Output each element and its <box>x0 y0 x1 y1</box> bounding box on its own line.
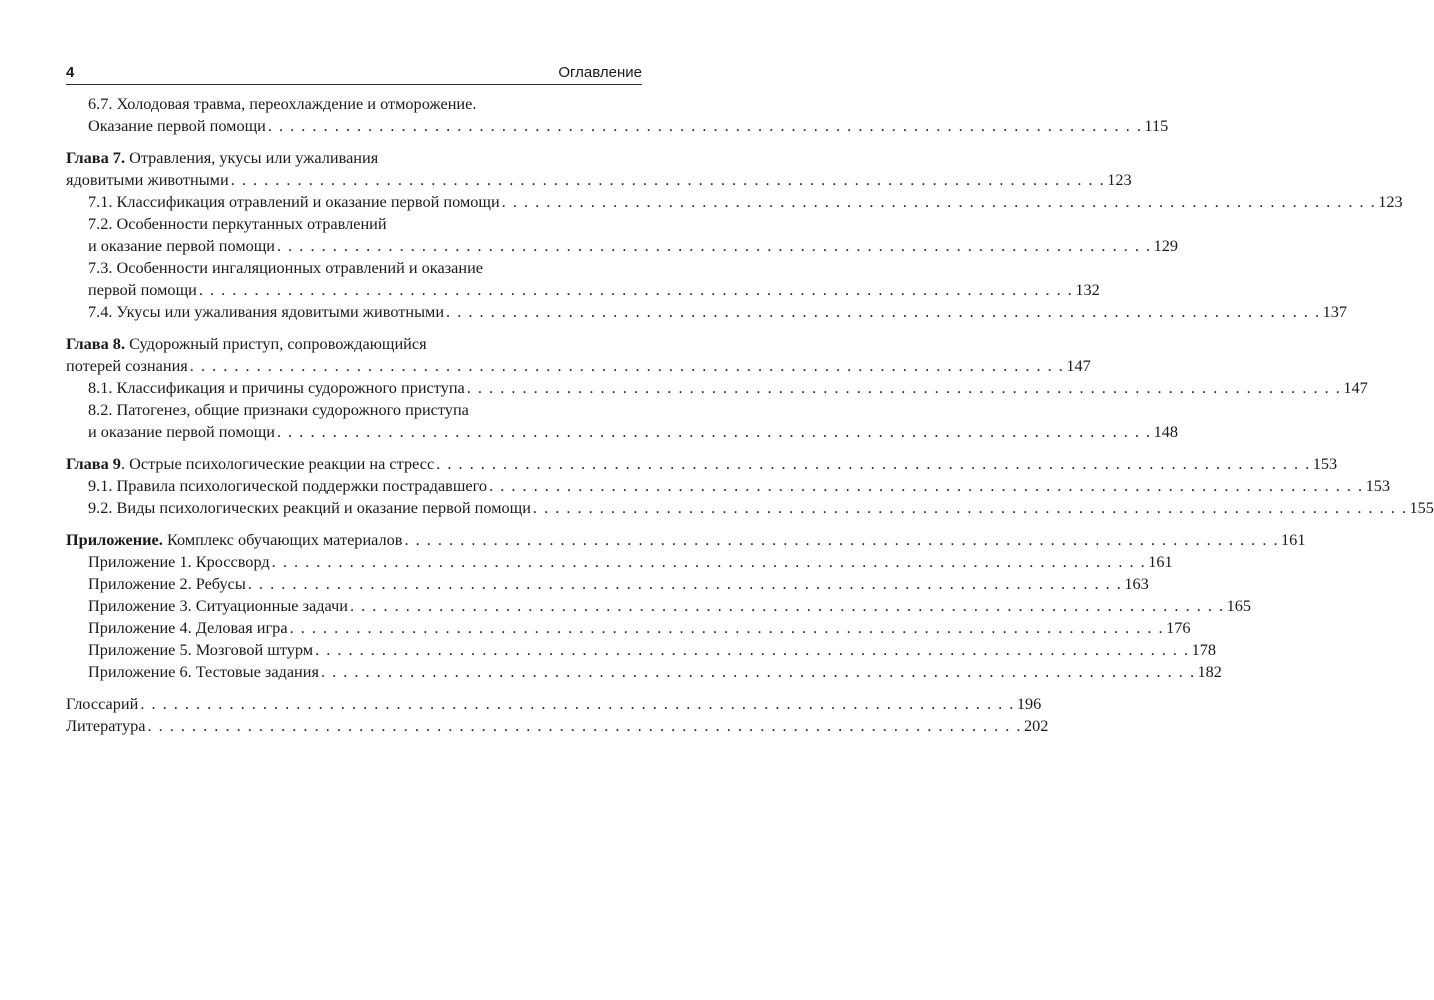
page-ref: 161 <box>1148 552 1173 571</box>
dot-leader: . . . . . . . . . . . . . . . . . . . . . . . . . . . . . . . . . . . . . . . . . . . . . . . . . . . . . . . . . . . . . . . . . . . . . . . . . . . . . . . <box>277 236 1152 255</box>
toc-entry-7-3-line1: 7.3. Особенности ингаляционных отравлений и оказание <box>88 258 484 277</box>
page-ref: 148 <box>1153 422 1178 441</box>
toc-appendix[interactable]: Приложение. Комплекс обучающих материалов . . . . . . . . . . . . . . . . . . . . . . . . . . . . . . . . . . . . . . . . . . . . . . . . . . . . . . . . . . . . . . . . . . . . . . . . . . . . . . . 161 <box>66 530 1306 549</box>
toc-literature[interactable]: Литература . . . . . . . . . . . . . . . . . . . . . . . . . . . . . . . . . . . . . . . . . . . . . . . . . . . . . . . . . . . . . . . . . . . . . . . . . . . . . . . 202 <box>66 716 1049 735</box>
toc-entry-7-3[interactable]: первой помощи . . . . . . . . . . . . . . . . . . . . . . . . . . . . . . . . . . . . . . . . . . . . . . . . . . . . . . . . . . . . . . . . . . . . . . . . . . . . . . . 132 <box>88 280 1100 299</box>
toc-appendix-4[interactable]: Приложение 4. Деловая игра . . . . . . . . . . . . . . . . . . . . . . . . . . . . . . . . . . . . . . . . . . . . . . . . . . . . . . . . . . . . . . . . . . . . . . . . . . . . . . . 176 <box>88 618 1191 637</box>
toc-entry-8-2[interactable]: и оказание первой помощи . . . . . . . . . . . . . . . . . . . . . . . . . . . . . . . . . . . . . . . . . . . . . . . . . . . . . . . . . . . . . . . . . . . . . . . . . . . . . . . 148 <box>88 422 1178 441</box>
dot-leader: . . . . . . . . . . . . . . . . . . . . . . . . . . . . . . . . . . . . . . . . . . . . . . . . . . . . . . . . . . . . . . . . . . . . . . . . . . . . . . . <box>271 552 1147 571</box>
chapter-label: Глава 9 <box>66 454 121 473</box>
toc-entry-6-7[interactable]: Оказание первой помощи . . . . . . . . . . . . . . . . . . . . . . . . . . . . . . . . . . . . . . . . . . . . . . . . . . . . . . . . . . . . . . . . . . . . . . . . . . . . . . . 115 <box>88 116 1169 135</box>
toc-entry-7-4[interactable]: 7.4. Укусы или ужаливания ядовитыми животными . . . . . . . . . . . . . . . . . . . . . . . . . . . . . . . . . . . . . . . . . . . . . . . . . . . . . . . . . . . . . . . . . . . . . . . . . . . . . . . 137 <box>88 302 1348 321</box>
toc-entry-7-1[interactable]: 7.1. Классификация отравлений и оказание первой помощи . . . . . . . . . . . . . . . . . . . . . . . . . . . . . . . . . . . . . . . . . . . . . . . . . . . . . . . . . . . . . . . . . . . . . . . . . . . . . . . 123 <box>88 192 1403 211</box>
page-ref: 137 <box>1322 302 1348 321</box>
dot-leader: . . . . . . . . . . . . . . . . . . . . . . . . . . . . . . . . . . . . . . . . . . . . . . . . . . . . . . . . . . . . . . . . . . . . . . . . . . . . . . . <box>247 574 1123 593</box>
dot-leader: . . . . . . . . . . . . . . . . . . . . . . . . . . . . . . . . . . . . . . . . . . . . . . . . . . . . . . . . . . . . . . . . . . . . . . . . . . . . . . . <box>140 694 1015 713</box>
page-ref: 147 <box>1343 378 1368 397</box>
toc-appendix-5[interactable]: Приложение 5. Мозговой штурм . . . . . . . . . . . . . . . . . . . . . . . . . . . . . . . . . . . . . . . . . . . . . . . . . . . . . . . . . . . . . . . . . . . . . . . . . . . . . . . 178 <box>88 640 1217 659</box>
dot-leader: . . . . . . . . . . . . . . . . . . . . . . . . . . . . . . . . . . . . . . . . . . . . . . . . . . . . . . . . . . . . . . . . . . . . . . . . . . . . . . . <box>267 116 1143 135</box>
page-ref: 123 <box>1378 192 1403 211</box>
page-ref: 132 <box>1075 280 1100 299</box>
page-number: 4 <box>66 64 75 81</box>
toc-appendix-1[interactable]: Приложение 1. Кроссворд . . . . . . . . . . . . . . . . . . . . . . . . . . . . . . . . . . . . . . . . . . . . . . . . . . . . . . . . . . . . . . . . . . . . . . . . . . . . . . . 161 <box>88 552 1173 571</box>
page-ref: 115 <box>1144 116 1169 135</box>
dot-leader: . . . . . . . . . . . . . . . . . . . . . . . . . . . . . . . . . . . . . . . . . . . . . . . . . . . . . . . . . . . . . . . . . . . . . . . . . . . . . . . <box>446 302 1321 321</box>
appendix-label: Приложение. <box>66 530 163 549</box>
dot-leader: . . . . . . . . . . . . . . . . . . . . . . . . . . . . . . . . . . . . . . . . . . . . . . . . . . . . . . . . . . . . . . . . . . . . . . . . . . . . . . . <box>532 498 1408 517</box>
toc-appendix-6[interactable]: Приложение 6. Тестовые задания . . . . . . . . . . . . . . . . . . . . . . . . . . . . . . . . . . . . . . . . . . . . . . . . . . . . . . . . . . . . . . . . . . . . . . . . . . . . . . . 182 <box>88 662 1222 681</box>
page-ref: 147 <box>1066 356 1091 375</box>
toc-entry-7-2-line1: 7.2. Особенности перкутанных отравлений <box>88 214 387 233</box>
page-ref: 182 <box>1197 662 1222 681</box>
dot-leader: . . . . . . . . . . . . . . . . . . . . . . . . . . . . . . . . . . . . . . . . . . . . . . . . . . . . . . . . . . . . . . . . . . . . . . . . . . . . . . . <box>189 356 1065 375</box>
page-ref: 202 <box>1024 716 1049 735</box>
toc-entry-8-2-line1: 8.2. Патогенез, общие признаки судорожного приступа <box>88 400 469 419</box>
dot-leader: . . . . . . . . . . . . . . . . . . . . . . . . . . . . . . . . . . . . . . . . . . . . . . . . . . . . . . . . . . . . . . . . . . . . . . . . . . . . . . . <box>404 530 1280 549</box>
toc-entry-9-2[interactable]: 9.2. Виды психологических реакций и оказание первой помощи . . . . . . . . . . . . . . . . . . . . . . . . . . . . . . . . . . . . . . . . . . . . . . . . . . . . . . . . . . . . . . . . . . . . . . . . . . . . . . . 155 <box>88 498 1434 517</box>
dot-leader: . . . . . . . . . . . . . . . . . . . . . . . . . . . . . . . . . . . . . . . . . . . . . . . . . . . . . . . . . . . . . . . . . . . . . . . . . . . . . . . <box>466 378 1342 397</box>
dot-leader: . . . . . . . . . . . . . . . . . . . . . . . . . . . . . . . . . . . . . . . . . . . . . . . . . . . . . . . . . . . . . . . . . . . . . . . . . . . . . . . <box>147 716 1022 735</box>
dot-leader: . . . . . . . . . . . . . . . . . . . . . . . . . . . . . . . . . . . . . . . . . . . . . . . . . . . . . . . . . . . . . . . . . . . . . . . . . . . . . . . <box>489 476 1364 495</box>
page-ref: 178 <box>1191 640 1217 659</box>
header-title: Оглавление <box>558 64 642 81</box>
page-ref: 161 <box>1281 530 1306 549</box>
table-of-contents <box>66 93 1434 737</box>
toc-chapter-9[interactable]: Глава 9. Острые психологические реакции на стресс . . . . . . . . . . . . . . . . . . . . . . . . . . . . . . . . . . . . . . . . . . . . . . . . . . . . . . . . . . . . . . . . . . . . . . . . . . . . . . . 153 <box>66 454 1338 473</box>
dot-leader: . . . . . . . . . . . . . . . . . . . . . . . . . . . . . . . . . . . . . . . . . . . . . . . . . . . . . . . . . . . . . . . . . . . . . . . . . . . . . . . <box>315 640 1190 659</box>
dot-leader: . . . . . . . . . . . . . . . . . . . . . . . . . . . . . . . . . . . . . . . . . . . . . . . . . . . . . . . . . . . . . . . . . . . . . . . . . . . . . . . <box>289 618 1165 637</box>
dot-leader: . . . . . . . . . . . . . . . . . . . . . . . . . . . . . . . . . . . . . . . . . . . . . . . . . . . . . . . . . . . . . . . . . . . . . . . . . . . . . . . <box>198 280 1074 299</box>
toc-entry-8-1[interactable]: 8.1. Классификация и причины судорожного приступа . . . . . . . . . . . . . . . . . . . . . . . . . . . . . . . . . . . . . . . . . . . . . . . . . . . . . . . . . . . . . . . . . . . . . . . . . . . . . . . 147 <box>88 378 1368 397</box>
dot-leader: . . . . . . . . . . . . . . . . . . . . . . . . . . . . . . . . . . . . . . . . . . . . . . . . . . . . . . . . . . . . . . . . . . . . . . . . . . . . . . . <box>277 422 1152 441</box>
page-ref: 153 <box>1312 454 1338 473</box>
page-ref: 163 <box>1124 574 1149 593</box>
page-ref: 129 <box>1153 236 1178 255</box>
page-ref: 123 <box>1107 170 1132 189</box>
chapter-label: Глава 7. <box>66 148 126 167</box>
toc-appendix-2[interactable]: Приложение 2. Ребусы . . . . . . . . . . . . . . . . . . . . . . . . . . . . . . . . . . . . . . . . . . . . . . . . . . . . . . . . . . . . . . . . . . . . . . . . . . . . . . . 163 <box>88 574 1149 593</box>
page-ref: 155 <box>1409 498 1434 517</box>
page-ref: 176 <box>1166 618 1191 637</box>
running-header <box>66 62 642 85</box>
toc-chapter-8[interactable]: потерей сознания . . . . . . . . . . . . . . . . . . . . . . . . . . . . . . . . . . . . . . . . . . . . . . . . . . . . . . . . . . . . . . . . . . . . . . . . . . . . . . . 147 <box>66 356 1091 375</box>
toc-appendix-3[interactable]: Приложение 3. Ситуационные задачи . . . . . . . . . . . . . . . . . . . . . . . . . . . . . . . . . . . . . . . . . . . . . . . . . . . . . . . . . . . . . . . . . . . . . . . . . . . . . . . 165 <box>88 596 1251 615</box>
toc-chapter-7-line1: Глава 7. Отравления, укусы или ужаливания <box>66 148 379 167</box>
toc-glossary[interactable]: Глоссарий . . . . . . . . . . . . . . . . . . . . . . . . . . . . . . . . . . . . . . . . . . . . . . . . . . . . . . . . . . . . . . . . . . . . . . . . . . . . . . . 196 <box>66 694 1042 713</box>
dot-leader: . . . . . . . . . . . . . . . . . . . . . . . . . . . . . . . . . . . . . . . . . . . . . . . . . . . . . . . . . . . . . . . . . . . . . . . . . . . . . . . <box>320 662 1196 681</box>
toc-entry-6-7-line1: 6.7. Холодовая травма, переохлаждение и отморожение. <box>88 94 477 113</box>
dot-leader: . . . . . . . . . . . . . . . . . . . . . . . . . . . . . . . . . . . . . . . . . . . . . . . . . . . . . . . . . . . . . . . . . . . . . . . . . . . . . . . <box>350 596 1225 615</box>
toc-entry-9-1[interactable]: 9.1. Правила психологической поддержки пострадавшего . . . . . . . . . . . . . . . . . . . . . . . . . . . . . . . . . . . . . . . . . . . . . . . . . . . . . . . . . . . . . . . . . . . . . . . . . . . . . . . 153 <box>88 476 1391 495</box>
toc-chapter-7[interactable]: ядовитыми животными . . . . . . . . . . . . . . . . . . . . . . . . . . . . . . . . . . . . . . . . . . . . . . . . . . . . . . . . . . . . . . . . . . . . . . . . . . . . . . . 123 <box>66 170 1132 189</box>
toc-chapter-8-line1: Глава 8. Судорожный приступ, сопровождающийся <box>66 334 427 353</box>
dot-leader: . . . . . . . . . . . . . . . . . . . . . . . . . . . . . . . . . . . . . . . . . . . . . . . . . . . . . . . . . . . . . . . . . . . . . . . . . . . . . . . <box>501 192 1377 211</box>
page-ref: 165 <box>1226 596 1251 615</box>
page-ref: 196 <box>1016 694 1042 713</box>
dot-leader: . . . . . . . . . . . . . . . . . . . . . . . . . . . . . . . . . . . . . . . . . . . . . . . . . . . . . . . . . . . . . . . . . . . . . . . . . . . . . . . <box>436 454 1311 473</box>
chapter-label: Глава 8. <box>66 334 126 353</box>
dot-leader: . . . . . . . . . . . . . . . . . . . . . . . . . . . . . . . . . . . . . . . . . . . . . . . . . . . . . . . . . . . . . . . . . . . . . . . . . . . . . . . <box>230 170 1106 189</box>
page-ref: 153 <box>1365 476 1391 495</box>
toc-entry-7-2[interactable]: и оказание первой помощи . . . . . . . . . . . . . . . . . . . . . . . . . . . . . . . . . . . . . . . . . . . . . . . . . . . . . . . . . . . . . . . . . . . . . . . . . . . . . . . 129 <box>88 236 1178 255</box>
